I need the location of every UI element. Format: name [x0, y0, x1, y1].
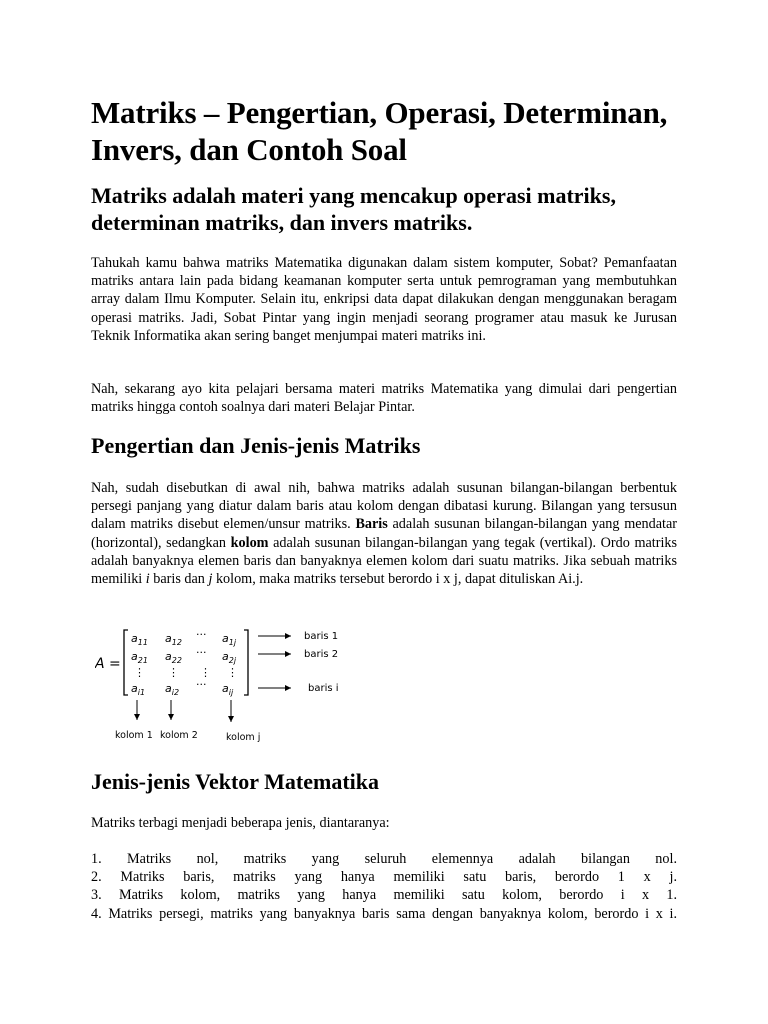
col-label-2: kolom 2: [160, 730, 198, 741]
intro-paragraph-1: Tahukah kamu bahwa matriks Matematika digunakan dalam sistem komputer, Sobat? Pemanfaatan matriks antara lain pada bidang keamanan komputer serta untuk pemrograman yang membutuhkan array dalam Ilmu Komputer. Selain itu, enkripsi data dapat dilakukan dengan menggunakan beragam operasi matriks. Jadi, Sobat Pintar yang ingin menjadi seorang programer atau masuk ke Jurusan Teknik Informatika akan sering banget menjumpai materi matriks ini.: [91, 255, 677, 344]
term-baris: Baris: [355, 516, 388, 533]
page-title: Matriks – Pengertian, Operasi, Determinan, Invers, dan Contoh Soal: [91, 95, 668, 167]
term-kolom: kolom: [230, 534, 269, 551]
row-label-1: baris 1: [304, 631, 339, 642]
row-label-2: baris 2: [304, 649, 339, 660]
cell-dots-2: ···: [196, 646, 207, 659]
cell-ai1: $a_{i1}$: [131, 682, 146, 697]
cell-dots-1: ···: [196, 628, 207, 641]
cell-a12: $a_{12}$: [165, 632, 182, 647]
list-item: 2. Matriks baris, matriks yang hanya memiliki satu baris, berordo 1 x j.: [91, 869, 677, 886]
matrix-diagram: [95, 622, 355, 747]
cell-a2j: $a_{2j}$: [222, 650, 237, 665]
cell-a1j: $a_{1j}$: [222, 632, 237, 647]
cell-vdots-2: ⋮: [168, 666, 179, 679]
cell-a11: $a_{11}$: [131, 632, 148, 647]
section-heading-pengertian: Pengertian dan Jenis-jenis Matriks: [91, 433, 421, 458]
jenis-list: [91, 850, 677, 923]
pengertian-paragraph: Nah, sudah disebutkan di awal nih, bahwa matriks adalah susunan bilangan-bilangan berbentuk persegi panjang yang diatur dalam baris atau kolom dengan dibatasi kurung. Bilangan yang tersusun dalam matriks disebut elemen/unsur matriks. Baris adalah susunan bilangan-bilangan yang mendatar (horizontal), sedangkan kolom adalah susunan bilangan-bilangan yang tegak (vertikal). Ordo matriks adalah banyaknya elemen baris dan banyaknya elemen kolom dari suatu matriks. Jika sebuah matriks memiliki i baris dan j kolom, maka matriks tersebut berordo i x j, dapat dituliskan Ai.j.: [91, 480, 677, 588]
right-bracket: [244, 630, 248, 695]
cell-aij: $a_{ij}$: [222, 682, 234, 697]
cell-a21: $a_{21}$: [131, 650, 148, 665]
section-heading-jenis: Jenis-jenis Vektor Matematika: [91, 769, 380, 794]
cell-dots-4: ···: [196, 678, 207, 691]
matrix-lhs: A =: [95, 656, 121, 672]
left-bracket: [124, 630, 128, 695]
subtitle: Matriks adalah materi yang mencakup operasi matriks, determinan matriks, dan invers matriks.: [91, 183, 616, 235]
row-label-i: baris i: [308, 683, 339, 694]
cell-vdots-4: ⋮: [227, 666, 238, 679]
col-label-1: kolom 1: [115, 730, 153, 741]
jenis-intro: Matriks terbagi menjadi beberapa jenis, diantaranya:: [91, 815, 390, 831]
col-label-j: kolom j: [226, 732, 261, 743]
cell-a22: $a_{22}$: [165, 650, 182, 665]
list-item: 4. Matriks persegi, matriks yang banyaknya baris sama dengan banyaknya kolom, berordo i x i.: [91, 905, 677, 922]
cell-vdots-1: ⋮: [134, 666, 145, 679]
cell-ai2: $a_{i2}$: [165, 682, 180, 697]
intro-paragraph-2: Nah, sekarang ayo kita pelajari bersama materi matriks Matematika yang dimulai dari pengertian matriks hingga contoh soalnya dari materi Belajar Pintar.: [91, 381, 677, 416]
cell-vdots-3: ⋮: [200, 666, 211, 679]
list-item: 3. Matriks kolom, matriks yang hanya memiliki satu kolom, berordo i x 1.: [91, 887, 677, 904]
list-item: 1. Matriks nol, matriks yang seluruh elemennya adalah bilangan nol.: [91, 851, 677, 867]
